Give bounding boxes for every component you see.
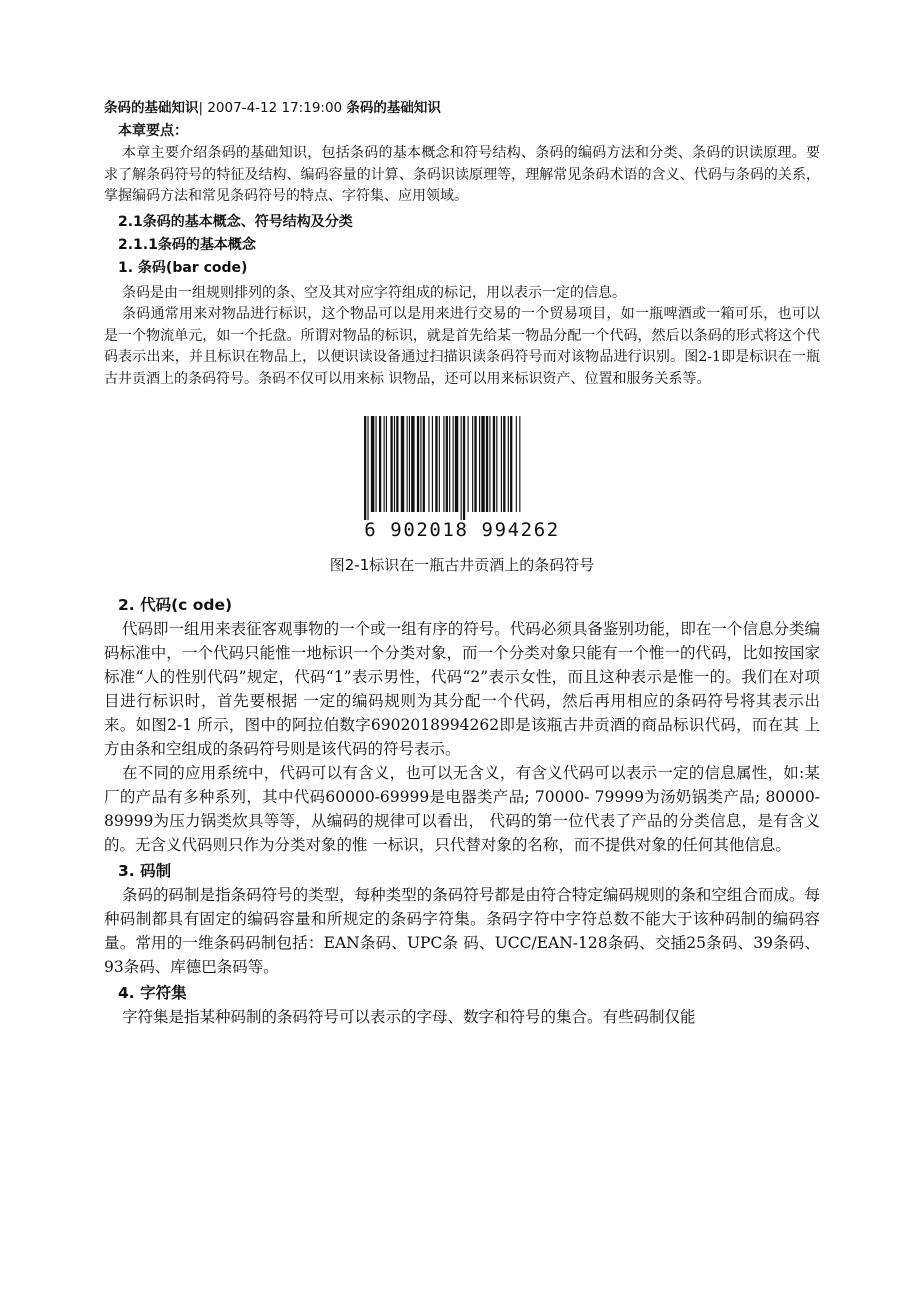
- barcode-bar: [394, 416, 395, 512]
- barcode-bar: [428, 416, 429, 512]
- barcode-bar: [401, 416, 404, 512]
- barcode-bar: [443, 416, 444, 512]
- barcode-bar: [379, 416, 381, 512]
- item-1-paragraph: 条码通常用来对物品进行标识，这个物品可以是用来进行交易的一个贸易项目，如一瓶啤酒或一箱可乐，也可以是一个物流单元，如一个托盘。所谓对物品的标识，就是首先给某一物品分配一个代码，然后以条码的形式将这个代码表示出来，并且标识在物品上，以便识读设备通过扫描识读条码符号而对该物品进行识别。图2-1即是标识在一瓶古井贡酒上的条码符号。条码不仅可以用来标 识物品，还可以用来标识资产、位置和服务关系等。: [104, 306, 820, 387]
- barcode-bar: [449, 416, 450, 512]
- barcode-bar: [508, 416, 509, 512]
- barcode-bar: [474, 416, 476, 512]
- barcode-image: [356, 412, 568, 540]
- figure-caption: 图2-1标识在一瓶古井贡酒上的条码符号: [329, 556, 595, 574]
- barcode-bar: [439, 416, 440, 512]
- barcode-bar: [461, 416, 462, 520]
- barcode-bar: [435, 416, 437, 512]
- barcode-bar: [367, 416, 368, 520]
- barcode-bar: [479, 416, 480, 512]
- barcode-bar: [407, 416, 408, 512]
- barcode-bar: [446, 416, 448, 512]
- intro-paragraph: 本章主要介绍条码的基础知识，包括条码的基本概念和符号结构、条码的编码方法和分类、条码的识读原理。要求了解条码符号的特征及结构、编码容量的计算、条码识读原理等，理解常见条码术语的含义、代码与条码的关系，掌握编码方法和常见条码符号的特点、字符集、应用领域。: [104, 145, 820, 204]
- barcode-bar: [519, 416, 520, 512]
- item-2-paragraph: 在不同的应用系统中，代码可以有含义，也可以无含义，有含义代码可以表示一定的信息属性，如:某厂的产品有多种系列，其中代码60000-69999是电器类产品; 70000- 79999为汤奶锅类产品; 80000-89999为压力锅类炊具等等，从编码的规律可以看出， 代码的第一位代表了产品的分类信息，是有含义的。无含义代码则只作为分类对象的惟 一标识，只代替对象的名称，而不提供对象的任何其他信息。: [104, 764, 820, 854]
- item-2-paragraph: 代码即一组用来表征客观事物的一个或一组有序的符号。代码必须具备鉴别功能，即在一个信息分类编码标准中，一个代码只能惟一地标识一个分类对象，而一个分类对象只能有一个惟一的代码，比如按国家标准“人的性别代码”规定，代码“1”表示男性，代码“2”表示女性，而且这种表示是惟一的。我们在对项目进行标识时，首先要根据 一定的编码规则为其分配一个代码，然后再用相应的条码符号将其表示出来。如图2-1 所示，图中的阿拉伯数字6902018994262即是该瓶古井贡酒的商品标识代码，而在其 上方由条和空组成的条码符号则是该代码的符号表示。: [104, 620, 820, 758]
- barcode-bar: [364, 416, 366, 520]
- section-heading-2-1: 2.1条码的基本概念、符号结构及分类: [118, 213, 353, 230]
- barcode-bar: [420, 416, 421, 512]
- barcode-bar: [472, 416, 473, 512]
- barcode-bar: [384, 416, 385, 512]
- item-3-paragraph: 条码的码制是指条码符号的类型，每种类型的条码符号都是由符合特定编码规则的条和空组合而成。每种码制都具有固定的编码容量和所规定的条码字符集。条码字符中字符总数不能大于该种码制的编码容量。常用的一维条码码制包括：EAN条码、UPC条 码、UCC/EAN-128条码、交插25条码、39条码、93条码、库德巴条码等。: [104, 886, 820, 976]
- barcode-bar: [516, 416, 517, 512]
- section-heading-2-1-1: 2.1.1条码的基本概念: [118, 236, 256, 253]
- barcode-bar: [376, 416, 377, 512]
- barcode-bar: [386, 416, 387, 512]
- barcode-bar: [417, 416, 419, 512]
- item-3-heading: 3. 码制: [118, 862, 172, 880]
- barcode-bar: [390, 416, 392, 512]
- barcode-number: 6 902018 994262: [364, 519, 560, 540]
- barcode-bar: [455, 416, 458, 512]
- barcode-bar: [493, 416, 495, 512]
- barcode-bar: [423, 416, 425, 512]
- barcode-bar: [371, 416, 374, 512]
- barcode-bar: [411, 416, 414, 512]
- barcode-bar: [501, 416, 502, 512]
- barcode-bar: [468, 416, 469, 512]
- barcode-bar: [510, 416, 512, 512]
- header-title-repeat: 条码的基础知识: [346, 100, 441, 116]
- barcode-bar: [489, 416, 490, 512]
- item-4-heading: 4. 字符集: [118, 984, 187, 1002]
- item-4-paragraph: 字符集是指某种码制的条码符号可以表示的字母、数字和符号的集合。有些码制仅能: [122, 1008, 696, 1026]
- barcode-bar: [432, 416, 433, 512]
- document-header: [104, 96, 820, 116]
- document-page: [104, 96, 820, 1029]
- header-meta: | 2007-4-12 17:19:00: [198, 100, 347, 116]
- barcode-bar: [486, 416, 488, 512]
- barcode-bar: [396, 416, 398, 512]
- barcode-bar: [409, 416, 410, 512]
- barcode-bar: [463, 416, 465, 520]
- item-2-heading: 2. 代码(c ode): [118, 596, 233, 614]
- item-1-heading: 1. 条码(bar code): [118, 259, 248, 276]
- item-1-paragraph: 条码是由一组规则排列的条、空及其对应字符组成的标记，用以表示一定的信息。: [122, 284, 626, 301]
- barcode-bar: [481, 416, 484, 512]
- barcode-bar: [503, 416, 505, 512]
- header-title: 条码的基础知识: [104, 100, 199, 116]
- barcode-bar: [453, 416, 454, 512]
- chapter-points-heading: 本章要点：: [118, 123, 188, 139]
- figure: [104, 412, 820, 575]
- barcode-bar: [496, 416, 497, 512]
